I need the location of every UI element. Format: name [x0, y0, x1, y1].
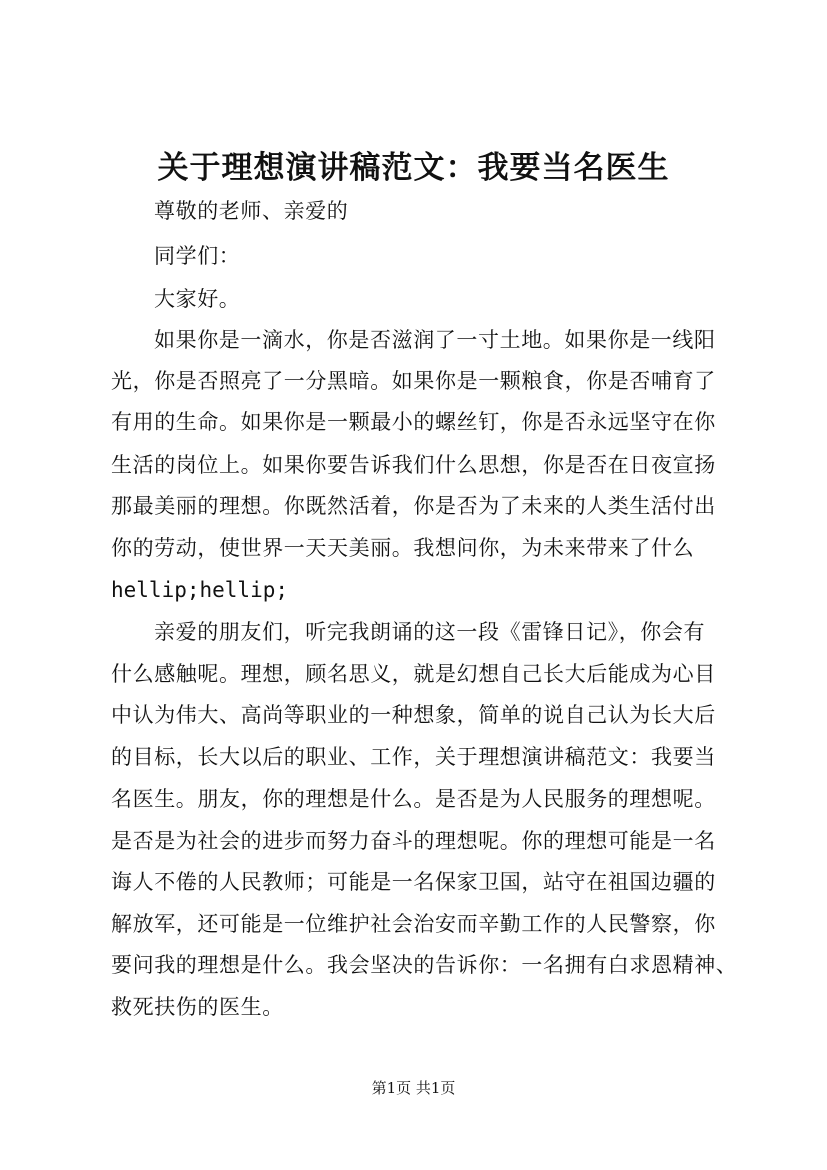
- paragraph-2-line: 要问我的理想是什么。我会坚决的告诉你：一名拥有白求恩精神、: [111, 953, 738, 977]
- paragraph-1-line: 那最美丽的理想。你既然活着，你是否为了未来的人类生活付出: [111, 494, 716, 518]
- page-footer: 第1页 共1页: [371, 1079, 456, 1097]
- paragraph-1-line: hellip;hellip;: [111, 578, 289, 602]
- salutation-line-1: 尊敬的老师、亲爱的: [154, 199, 349, 223]
- paragraph-2-line: 中认为伟大、高尚等职业的一种想象，简单的说自己认为长大后: [111, 703, 716, 727]
- paragraph-2-line: 的目标，长大以后的职业、工作，关于理想演讲稿范文：我要当: [111, 745, 716, 769]
- paragraph-1-line: 如果你是一滴水，你是否滋润了一寸土地。如果你是一线阳: [154, 328, 716, 352]
- paragraph-1-line: 生活的岗位上。如果你要告诉我们什么思想，你是否在日夜宣扬: [111, 453, 716, 477]
- paragraph-1-line: 有用的生命。如果你是一颗最小的螺丝钉，你是否永远坚守在你: [111, 410, 716, 434]
- salutation-line-2: 同学们：: [154, 244, 241, 268]
- greeting-line: 大家好。: [154, 287, 241, 311]
- paragraph-2-line: 是否是为社会的进步而努力奋斗的理想呢。你的理想可能是一名: [111, 829, 716, 853]
- paragraph-2-line: 诲人不倦的人民教师；可能是一名保家卫国，站守在祖国边疆的: [111, 870, 716, 894]
- paragraph-1-line: 光，你是否照亮了一分黑暗。如果你是一颗粮食，你是否哺育了: [111, 369, 716, 393]
- paragraph-2-line: 解放军，还可能是一位维护社会治安而辛勤工作的人民警察，你: [111, 912, 716, 936]
- paragraph-2-line: 什么感触呢。理想，顾名思义，就是幻想自己长大后能成为心目: [111, 662, 716, 686]
- paragraph-2-line: 名医生。朋友，你的理想是什么。是否是为人民服务的理想呢。: [111, 787, 716, 811]
- document-title: 关于理想演讲稿范文：我要当名医生: [157, 150, 670, 186]
- paragraph-2-line: 救死扶伤的医生。: [111, 995, 284, 1019]
- paragraph-2-line: 亲爱的朋友们，听完我朗诵的这一段《雷锋日记》，你会有: [154, 620, 706, 644]
- paragraph-1-line: 你的劳动，使世界一天天美丽。我想问你，为未来带来了什么: [111, 536, 695, 560]
